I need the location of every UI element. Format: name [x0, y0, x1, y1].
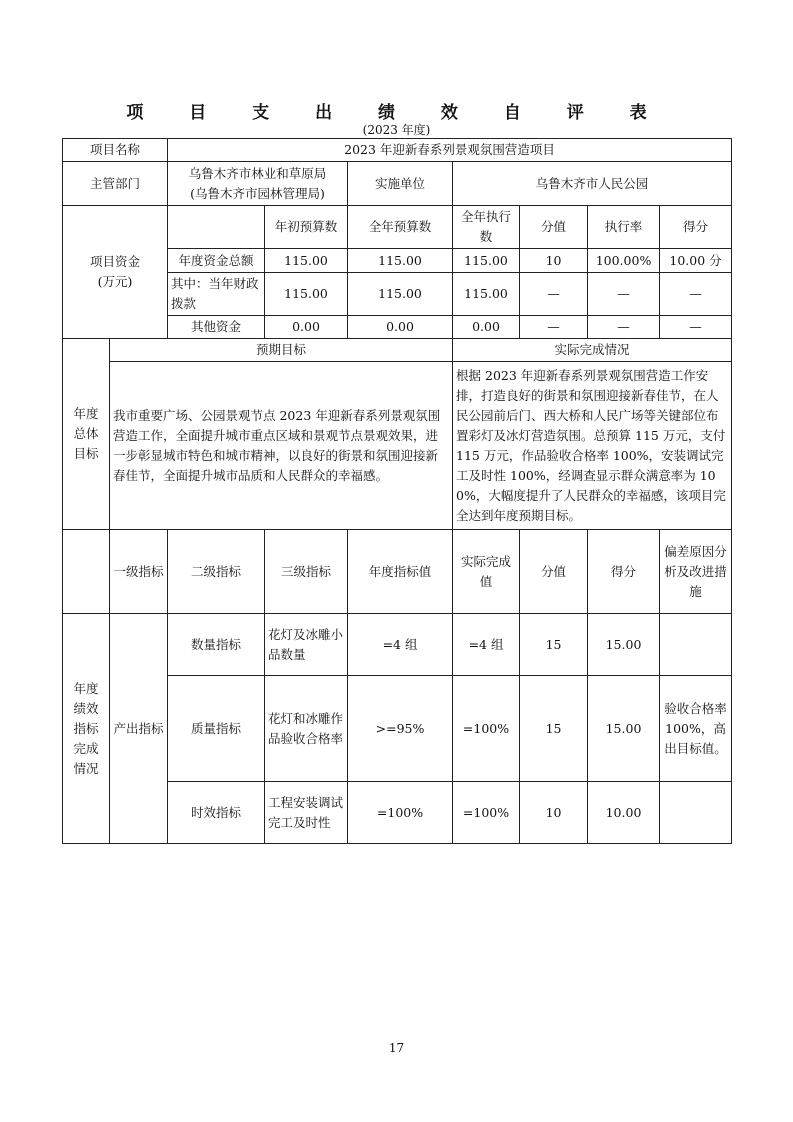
- page-number: 17: [388, 1041, 405, 1055]
- indicator-score: 15.00: [588, 614, 660, 676]
- funds-row-name: 其他资金: [168, 316, 265, 339]
- actual-goal-text: 根据 2023 年迎新春系列景观氛围营造工作安排，打造良好的街景和氛围迎接新春佳节，在人民公园前后门、西大桥和人民广场等关键部位布置彩灯及冰灯营造氛围。总预算 115 万元，支付 115 万元，作品验收合格率 100%，安装调试完工及时性 100%，经调查显示群众满意率为 100%，大幅度提升了人民群众的幸福感，该项目完全达到年度预期目标。: [453, 362, 732, 530]
- funds-cell: 10: [520, 249, 588, 273]
- indicator-score-value: 15: [520, 676, 588, 782]
- indicator-level3: 花灯和冰雕作品验收合格率: [265, 676, 348, 782]
- funds-cell: 0.00: [265, 316, 348, 339]
- indicator-actual: =4 组: [453, 614, 520, 676]
- funds-cell: 115.00: [348, 249, 453, 273]
- indicator-actual: =100%: [453, 676, 520, 782]
- indicator-header-cell: 三级指标: [265, 530, 348, 614]
- indicator-score: 15.00: [588, 676, 660, 782]
- indicator-header-cell: 二级指标: [168, 530, 265, 614]
- funds-header-cell: 得分: [660, 206, 732, 249]
- goals-label: 年度 总体 目标: [63, 339, 110, 530]
- funds-cell: 0.00: [348, 316, 453, 339]
- indicator-note: [660, 614, 732, 676]
- goals-content-row: [63, 362, 732, 530]
- funds-cell: 115.00: [453, 249, 520, 273]
- indicator-header-cell: 一级指标: [110, 530, 168, 614]
- indicator-target: =100%: [348, 782, 453, 844]
- indicator-header-row: [63, 530, 732, 614]
- implementer-value: 乌鲁木齐市人民公园: [453, 162, 732, 206]
- indicator-header-cell: 偏差原因分析及改进措施: [660, 530, 732, 614]
- goals-header-row: [63, 339, 732, 362]
- funds-header-cell: 全年预算数: [348, 206, 453, 249]
- evaluation-table: [62, 138, 732, 844]
- indicator-actual: =100%: [453, 782, 520, 844]
- indicator-header-blank: [63, 530, 110, 614]
- funds-header-row: [63, 206, 732, 249]
- indicator-header-cell: 分值: [520, 530, 588, 614]
- project-name-value: 2023 年迎新春系列景观氛围营造项目: [168, 139, 732, 162]
- implementer-label: 实施单位: [348, 162, 453, 206]
- indicator-level2: 时效指标: [168, 782, 265, 844]
- project-name-row: [63, 139, 732, 162]
- funds-cell: 115.00: [265, 273, 348, 316]
- indicator-target: =4 组: [348, 614, 453, 676]
- funds-cell: 0.00: [453, 316, 520, 339]
- project-name-label: 项目名称: [63, 139, 168, 162]
- department-row: [63, 162, 732, 206]
- page-subtitle: (2023 年度): [362, 123, 431, 137]
- funds-cell: 10.00 分: [660, 249, 732, 273]
- expected-goal-text: 我市重要广场、公园景观节点 2023 年迎新春系列景观氛围营造工作，全面提升城市重点区域和景观节点景观效果，进一步彰显城市特色和城市精神，以良好的街景和氛围迎接新春佳节，全面提升城市品质和人民群众的幸福感。: [110, 362, 453, 530]
- funds-cell: 100.00%: [588, 249, 660, 273]
- indicator-header-cell: 得分: [588, 530, 660, 614]
- funds-header-cell: 执行率: [588, 206, 660, 249]
- funds-cell: —: [660, 316, 732, 339]
- funds-label: 项目资金 (万元): [63, 206, 168, 339]
- funds-cell: —: [588, 273, 660, 316]
- expected-goal-header: 预期目标: [110, 339, 453, 362]
- funds-row-name: 其中：当年财政拨款: [168, 273, 265, 316]
- funds-cell: 115.00: [348, 273, 453, 316]
- indicator-row: [63, 614, 732, 676]
- department-label: 主管部门: [63, 162, 168, 206]
- funds-cell: 115.00: [453, 273, 520, 316]
- indicator-header-cell: 年度指标值: [348, 530, 453, 614]
- funds-header-cell: 全年执行数: [453, 206, 520, 249]
- actual-goal-header: 实际完成情况: [453, 339, 732, 362]
- funds-cell: —: [588, 316, 660, 339]
- indicator-score-value: 15: [520, 614, 588, 676]
- indicator-score: 10.00: [588, 782, 660, 844]
- indicator-header-cell: 实际完成值: [453, 530, 520, 614]
- indicator-note: [660, 782, 732, 844]
- funds-header-cell: 分值: [520, 206, 588, 249]
- funds-header-blank: [168, 206, 265, 249]
- funds-cell: —: [520, 316, 588, 339]
- funds-cell: —: [660, 273, 732, 316]
- indicator-section-label: 年度 绩效 指标 完成 情况: [63, 614, 110, 844]
- department-value: 乌鲁木齐市林业和草原局 (乌鲁木齐市园林管理局): [168, 162, 348, 206]
- indicator-level2: 质量指标: [168, 676, 265, 782]
- indicator-level3: 花灯及冰雕小品数量: [265, 614, 348, 676]
- page-title: 项 目 支 出 绩 效 自 评 表: [126, 103, 667, 123]
- funds-header-cell: 年初预算数: [265, 206, 348, 249]
- indicator-level3: 工程安装调试完工及时性: [265, 782, 348, 844]
- funds-cell: —: [520, 273, 588, 316]
- funds-cell: 115.00: [265, 249, 348, 273]
- indicator-score-value: 10: [520, 782, 588, 844]
- indicator-level2: 数量指标: [168, 614, 265, 676]
- funds-row-name: 年度资金总额: [168, 249, 265, 273]
- indicator-note: 验收合格率 100%，高出目标值。: [660, 676, 732, 782]
- indicator-level1: 产出指标: [110, 614, 168, 844]
- indicator-target: >=95%: [348, 676, 453, 782]
